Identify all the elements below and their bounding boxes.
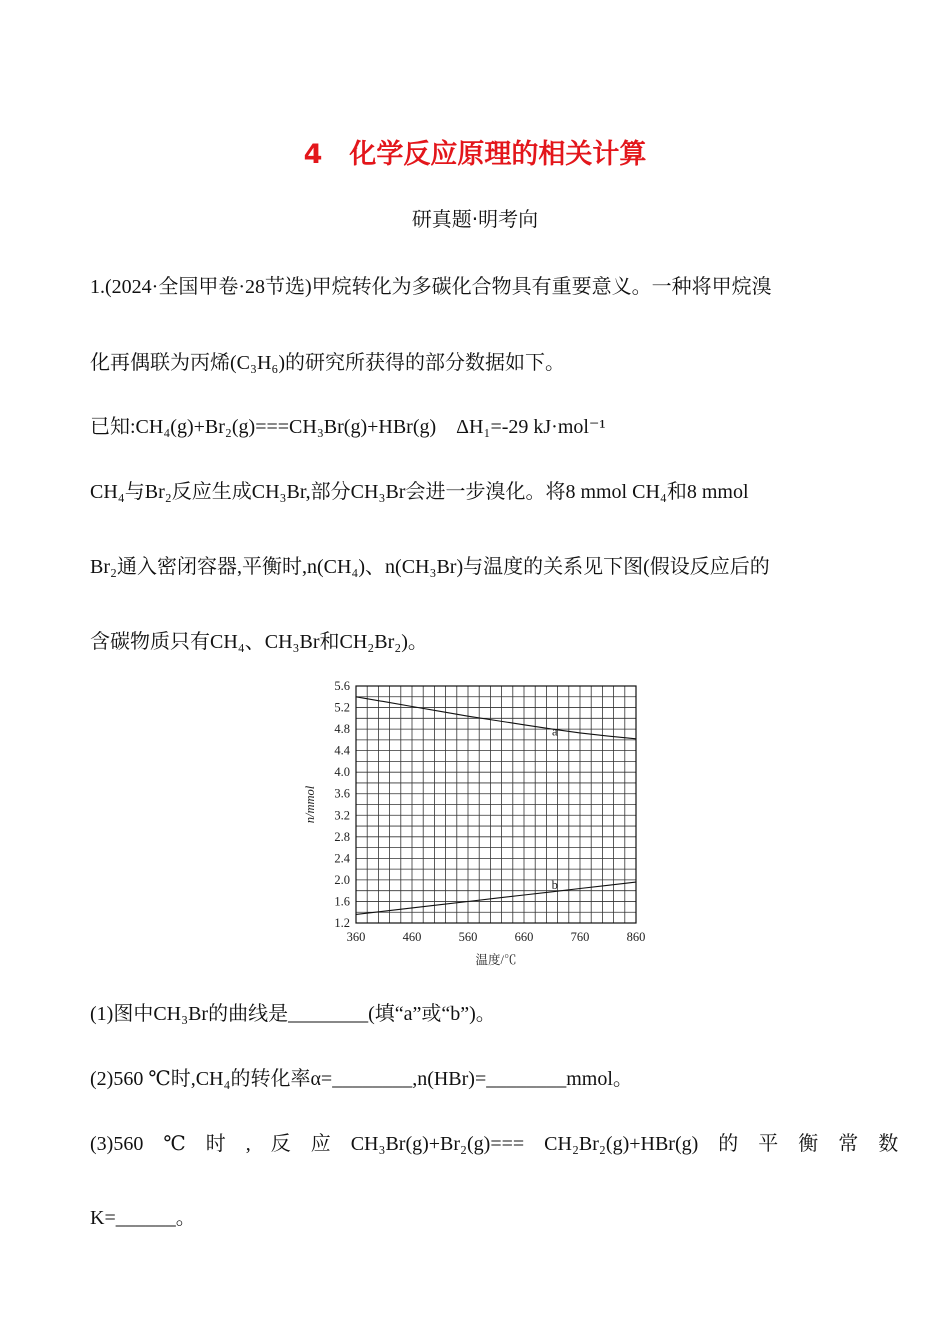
question-2: (2)560 ℃时,CH₄的转化率α=________,n(HBr)=________mmol。 — [90, 1068, 633, 1090]
question-1: (1)图中CH₃Br的曲线是________(填“a”或“b”)。 — [90, 1003, 496, 1025]
y-axis-label: n/mmol — [303, 785, 317, 824]
y-tick-label: 2.4 — [334, 851, 350, 866]
question-3: (3)560 ℃ 时 , 反 应 CH₃Br(g)+Br₂(g)=== CH₂Br₂(g)+HBr(g) 的 平 衡 常 数 — [90, 1133, 899, 1155]
problem-line-3: CH₄与Br₂反应生成CH₃Br,部分CH₃Br会进一步溴化。将8 mmol CH₄和8 mmol — [90, 481, 749, 503]
problem-line-4: Br₂通入密闭容器,平衡时,n(CH₄)、n(CH₃Br)与温度的关系见下图(假设反应后的 — [90, 556, 770, 578]
x-tick-label: 660 — [514, 930, 534, 944]
series-line-b — [356, 882, 636, 914]
x-tick-label: 460 — [402, 930, 422, 944]
x-axis-label: 温度/℃ — [475, 953, 517, 967]
y-tick-label: 4.0 — [334, 765, 350, 780]
series-label-a: a — [552, 724, 558, 739]
problem-line-1: 1.(2024·全国甲卷·28节选)甲烷转化为多碳化合物具有重要意义。一种将甲烷溴 — [90, 276, 772, 298]
y-tick-label: 2.0 — [334, 872, 350, 887]
y-tick-label: 2.8 — [334, 829, 350, 844]
y-tick-label: 4.8 — [334, 722, 350, 737]
y-tick-label: 4.4 — [334, 743, 350, 758]
x-tick-label: 360 — [346, 930, 366, 944]
problem-line-2: 化再偶联为丙烯(C₃H₆)的研究所获得的部分数据如下。 — [90, 352, 566, 374]
y-tick-label: 5.2 — [334, 700, 350, 715]
known-equation: 已知:CH₄(g)+Br₂(g)===CH₃Br(g)+HBr(g) ΔH₁=-29 kJ·mol⁻¹ — [90, 416, 606, 438]
section-subtitle: 研真题·明考向 — [411, 207, 539, 231]
problem-line-5: 含碳物质只有CH₄、CH₃Br和CH₂Br₂)。 — [90, 631, 428, 653]
n-vs-temperature-chart — [300, 676, 660, 972]
y-tick-label: 1.6 — [334, 894, 350, 909]
series-line-a — [356, 697, 636, 739]
page-title: 4 化学反应原理的相关计算 — [303, 139, 647, 170]
x-tick-label: 560 — [458, 930, 478, 944]
y-tick-label: 1.2 — [334, 916, 350, 930]
question-3-answer-line: K=______。 — [90, 1207, 196, 1229]
x-tick-label: 760 — [570, 930, 590, 944]
x-tick-label: 860 — [626, 930, 646, 944]
y-tick-label: 3.6 — [334, 786, 350, 801]
series-label-b: b — [551, 878, 558, 893]
y-tick-label: 3.2 — [334, 808, 350, 823]
y-tick-label: 5.6 — [334, 679, 350, 693]
